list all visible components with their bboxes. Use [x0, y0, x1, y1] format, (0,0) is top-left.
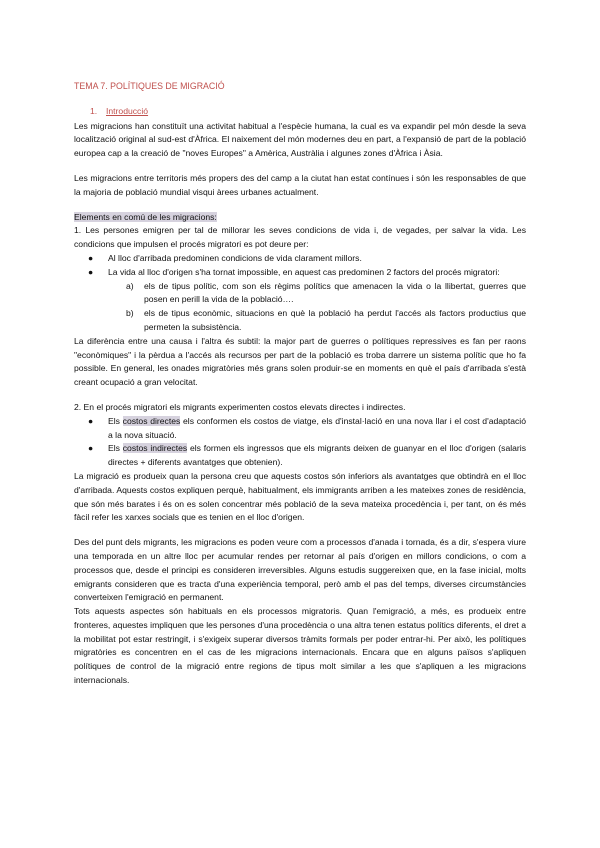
elements-heading — [74, 211, 526, 225]
costs-paragraph: La migració es produeix quan la persona creu que aquests costos són inferiors als avantatges que obtindrà en el lloc d'arribada. Aquests costos expliquen perquè, habitualment, els immigrants arriben a les mateixes zones de residència, que són més barates i és on es solen concentrar més població de la seva mateixa procedència i, per tant, on és més fàcil refer les xarxes socials que es tenien en el lloc d'origen. — [74, 470, 526, 523]
list-item-rest: els conformen els costos de viatge, els d'instal·lació en una nova llar i el cost d'adaptació a la nova situació. — [108, 415, 526, 440]
document-title: TEMA 7. POLÍTIQUES DE MIGRACIÓ — [74, 81, 225, 91]
point-2-paragraph: 2. En el procés migratori els migrants experimenten costos elevats directes i indirectes. — [74, 401, 406, 412]
list-item-prefix: Els — [108, 443, 123, 454]
elements-heading-highlight: Elements en comú de les migracions: — [74, 211, 217, 222]
bullet-icon: ● — [88, 415, 94, 426]
list-item-text: La vida al lloc d'origen s'ha tornat impossible, en aquest cas predominen 2 factors del procés migratori: — [108, 266, 500, 277]
highlighted-term: costos directes — [122, 415, 181, 426]
final-paragraph: Tots aquests aspectes són habituals en els processos migratoris. Quan l'emigració, a més, es produeix entre fronteres, aquestes impliquen que les persones d'una procedència o una altra tenen estatus polítics diferents, el dret a la mobilitat pot estar restringit, i s'exigeix superar diversos tràmits formals per poder entrar-hi. Per això, les polítiques migratòries es concentren en el cas de les migracions internacionals. Encara que en alguns països s'apliquen polítiques de control de la migració entre regions de tipus molt similar a les que s'apliquen a les migracions internacionals. — [74, 606, 526, 686]
causes-difference-paragraph: La diferència entre una causa i l'altra és subtil: la major part de guerres o polítiques repressives es fan per raons "econòmiques" i la pèrdua a l'accés als recursos per part de la població es troba darrere un sistema polític que ho fa possible. En general, les onades migratòries més grans solen produir-se en moments en què el país d'arribada s'està creant ocupació a gran velocitat. — [74, 335, 526, 388]
document-body — [74, 80, 526, 688]
sub-list-letter: a) — [126, 280, 134, 291]
list-item-text: Al lloc d'arribada predominen condicions de vida clarament millors. — [108, 252, 362, 263]
sub-list-item — [74, 307, 526, 335]
section-heading-introduction — [74, 105, 526, 119]
list-item — [74, 415, 526, 443]
highlighted-term: costos indirectes — [122, 443, 188, 454]
list-item — [74, 266, 526, 280]
list-item — [74, 442, 526, 470]
bullet-icon: ● — [88, 252, 94, 263]
list-item-text — [108, 442, 526, 470]
section-number: 1. — [90, 105, 98, 116]
intro-paragraph-2: Les migracions entre territoris més propers des del camp a la ciutat han estat contínues i són les responsables de que la majoria de població mundial visqui àrees urbanes actualment. — [74, 172, 526, 197]
intro-paragraph-1: Les migracions han constituït una activitat habitual a l'espècie humana, la cual es va expandir pel món desde la seva localització original al sud-est d'Àfrica. El naixement del món modernes deu en part, a l'expansió de part de la població europea cap a la creació de "noves Europes" a Amèrica, Austràlia i algunes zones d'Àfrica i Àsia. — [74, 120, 526, 159]
bullet-icon: ● — [88, 443, 94, 454]
list-item-prefix: Els — [108, 415, 123, 426]
list-item-rest: els formen els ingressos que els migrants deixen de guanyar en el lloc d'origen (salaris directes + diferents avantatges que obtenien). — [108, 443, 526, 468]
bullet-icon: ● — [88, 266, 94, 277]
migrants-view-paragraph: Des del punt dels migrants, les migracions es poden veure com a processos d'anada i tornada, és a dir, s'espera viure una temporada en un altre lloc per acumular rendes per retornar al país d'origen en millors condicions, o com a processos que, desde el principi es consideren irreversibles. Alguns estudis suggereixen que, en la fase inicial, molts emigrants consideren que es tracta d'una experiència temporal, però amb el pas del temps, diverses circumstàncies converteixen l'emigració en permanent. — [74, 537, 526, 603]
point-1-paragraph: 1. Les persones emigren per tal de millorar les seves condicions de vida i, de vegades, per salvar la vida. Les condicions que impulsen el procés migratori es pot deure per: — [74, 225, 526, 250]
list-item-text — [108, 415, 526, 443]
sub-list-text: els de tipus econòmic, situacions en què la població ha perdut l'accés als factors productius que permeten la subsistència. — [144, 308, 526, 332]
sub-list-item — [74, 280, 526, 308]
section-heading-text: Introducció — [106, 105, 149, 116]
sub-list-letter: b) — [126, 308, 134, 319]
sub-list-text: els de tipus polític, com son els règims polítics que amenacen la vida o la llibertat, guerres que posen en perill la vida de la població…. — [144, 280, 526, 305]
list-item — [74, 252, 526, 266]
